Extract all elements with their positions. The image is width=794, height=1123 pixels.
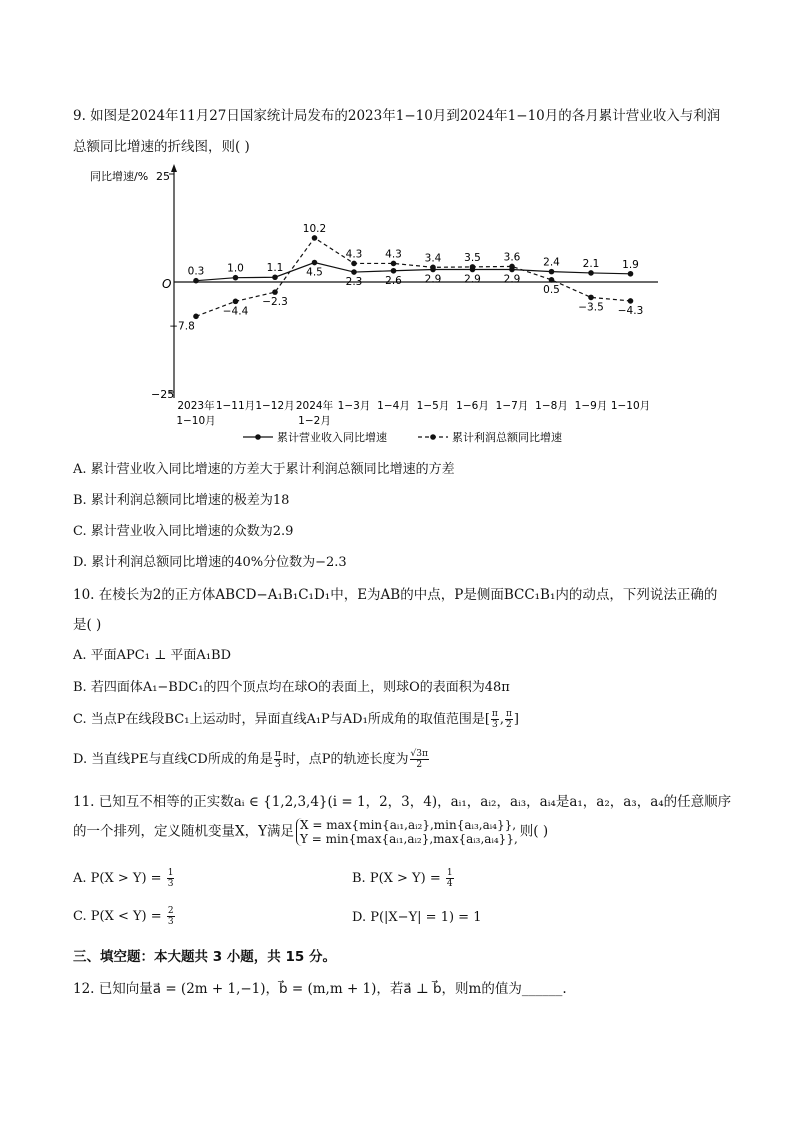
data-label: 0.5 (543, 283, 560, 296)
data-label: 10.2 (302, 222, 327, 235)
y-axis-bottom-tick: −25 (151, 388, 175, 401)
fraction: $\frac{2}{3}$ (167, 906, 174, 927)
data-point (588, 270, 594, 276)
q10-option-d: D. 当直线PE与直线CD所成的角是 $\frac{\pi}{3}$ 时，点P的轨迹长度为 $\frac{√3\pi}{2}$ (73, 749, 428, 770)
fraction: $\frac{\pi}{3}$ (274, 749, 281, 770)
q9-option-b: B. 累计利润总额同比增速的极差为18 (73, 493, 290, 508)
fraction: $\frac{\pi}{3}$ (491, 709, 498, 730)
q11-option-a: A. P(X > Y) = $\frac{1}{3}$ (73, 868, 174, 889)
data-point (628, 298, 634, 304)
data-point (312, 235, 318, 241)
x-tick-label: 1−8月 (535, 400, 568, 412)
data-label: −4.4 (222, 305, 249, 318)
data-label: 1.0 (227, 262, 244, 275)
data-point (470, 264, 476, 270)
x-tick-label: 1−10月 (176, 415, 216, 427)
q10-option-c-text: C. 当点P在线段BC₁上运动时，异面直线A₁P与AD₁所成角的取值范围是[ (73, 712, 490, 727)
x-tick-label: 1−10月 (610, 400, 651, 412)
data-point (549, 269, 555, 275)
data-point (391, 268, 397, 274)
data-point (549, 277, 555, 283)
data-label: 2.4 (543, 256, 560, 269)
data-label: 0.3 (187, 265, 205, 278)
data-label: 4.5 (306, 266, 323, 279)
q10-option-c: C. 当点P在线段BC₁上运动时，异面直线A₁P与AD₁所成角的取值范围是[ $\frac{\pi}{3}$ , $\frac{\pi}{2}$ ] (73, 709, 519, 730)
data-point (272, 274, 278, 280)
data-point (312, 260, 318, 266)
data-point (509, 264, 515, 270)
data-label: 1.9 (622, 258, 639, 271)
legend-label: 累计营业收入同比增速 (277, 431, 387, 444)
x-tick-label: 1−11月 (215, 400, 256, 412)
data-point (233, 275, 239, 281)
data-label: 2.9 (464, 273, 481, 286)
data-label: −3.5 (578, 301, 604, 314)
data-point (233, 299, 239, 305)
data-label: 2.9 (424, 273, 442, 286)
y-axis-arrow (171, 164, 177, 172)
data-point (391, 261, 397, 267)
data-point (272, 289, 278, 295)
x-tick-label: 1−9月 (574, 400, 608, 412)
q11-stem-line1: 11. 已知互不相等的正实数aᵢ ∈ {1,2,3,4}(i = 1，2，3，4)，aᵢ₁，aᵢ₂，aᵢ₃，aᵢ₄是a₁，a₂，a₃，a₄的任意顺序 (73, 794, 732, 810)
q11-option-c: C. P(X < Y) = $\frac{2}{3}$ (73, 906, 174, 927)
data-point (351, 269, 357, 275)
x-tick-label: 1−2月 (298, 415, 331, 427)
legend-marker (430, 434, 436, 440)
q12-stem: 12. 已知向量a⃗ = (2m + 1,−1)，b⃗ = (m,m + 1)，若a⃗ ⊥ b⃗，则m的值为______. (73, 981, 567, 997)
series-line (196, 263, 631, 281)
fraction: $\frac{\pi}{2}$ (505, 709, 512, 730)
q10-option-d-text: D. 当直线PE与直线CD所成的角是 (73, 752, 273, 767)
data-label: 4.3 (385, 248, 402, 261)
legend-marker (255, 434, 261, 440)
x-tick-label: 1−4月 (377, 400, 410, 412)
data-point (588, 295, 594, 301)
q11-option-b: B. P(X > Y) = $\frac{1}{4}$ (352, 868, 453, 889)
data-label: −4.3 (617, 304, 644, 317)
data-label: 3.4 (424, 252, 442, 265)
data-point (193, 314, 199, 320)
data-label: 4.3 (345, 248, 363, 261)
piecewise-brace: X = max{min{aᵢ₁,aᵢ₂},min{aᵢ₃,aᵢ₄}}, Y = min{max{aᵢ₁,aᵢ₂},max{aᵢ₃,aᵢ₄}}, (296, 818, 518, 846)
y-axis-top-tick: 25 (156, 170, 170, 183)
q9-stem-line2: 总额同比增速的折线图，则( ) (73, 139, 250, 155)
data-label: −2.3 (262, 296, 288, 309)
fraction: $\frac{1}{4}$ (446, 868, 453, 889)
q10-stem-line2: 是( ) (73, 617, 102, 633)
fraction: $\frac{1}{3}$ (167, 868, 174, 889)
data-label: 3.5 (464, 251, 481, 264)
data-point (193, 278, 199, 284)
x-tick-label: 1−5月 (416, 400, 450, 412)
x-tick-label: 1−6月 (456, 400, 489, 412)
line-chart (78, 162, 678, 452)
data-point (351, 261, 357, 267)
data-label: 2.3 (345, 276, 363, 289)
data-label: 2.1 (582, 257, 600, 270)
legend-label: 累计利润总额同比增速 (452, 431, 562, 444)
data-label: −7.8 (169, 320, 195, 333)
y-axis-label: 同比增速/% (90, 170, 149, 183)
data-label: 3.6 (503, 251, 521, 264)
fraction: $\frac{√3\pi}{2}$ (410, 749, 428, 770)
data-point (628, 271, 634, 277)
x-tick-label: 1−7月 (495, 400, 529, 412)
x-tick-label: 1−12月 (255, 400, 295, 412)
q11-option-d: D. P(|X−Y| = 1) = 1 (352, 910, 482, 925)
data-label: 1.1 (266, 262, 284, 275)
q11-stem-line2: 的一个排列，定义随机变量X，Y满足 X = max{min{aᵢ₁,aᵢ₂},min{aᵢ₃,aᵢ₄}}, Y = min{max{aᵢ₁,aᵢ₂},max{aᵢ₃,aᵢ₄}}, 则( ) (73, 818, 549, 846)
data-label: 2.6 (385, 274, 402, 287)
q9-option-c: C. 累计营业收入同比增速的众数为2.9 (73, 524, 294, 539)
q9-option-d: D. 累计利润总额同比增速的40%分位数为−2.3 (73, 555, 347, 570)
data-point (430, 265, 436, 271)
data-label: 2.9 (503, 273, 521, 286)
section-3-heading: 三、填空题：本大题共 3 小题，共 15 分。 (73, 949, 336, 965)
x-tick-label: 2023年 (177, 400, 215, 412)
q9-option-a: A. 累计营业收入同比增速的方差大于累计利润总额同比增速的方差 (73, 462, 455, 477)
q9-stem-line1: 9. 如图是2024年11月27日国家统计局发布的2023年1−10月到2024年1−10月的各月累计营业收入与利润 (73, 108, 721, 124)
q10-stem-line1: 10. 在棱长为2的正方体ABCD−A₁B₁C₁D₁中，E为AB的中点，P是侧面BCC₁B₁内的动点，下列说法正确的 (73, 587, 718, 603)
q10-option-b: B. 若四面体A₁−BDC₁的四个顶点均在球O的表面上，则球O的表面积为48π (73, 680, 510, 695)
x-tick-label: 2024年 (295, 400, 334, 412)
q10-option-a: A. 平面APC₁ ⊥ 平面A₁BD (73, 648, 232, 663)
origin-label: O (162, 277, 172, 291)
x-tick-label: 1−3月 (337, 400, 371, 412)
